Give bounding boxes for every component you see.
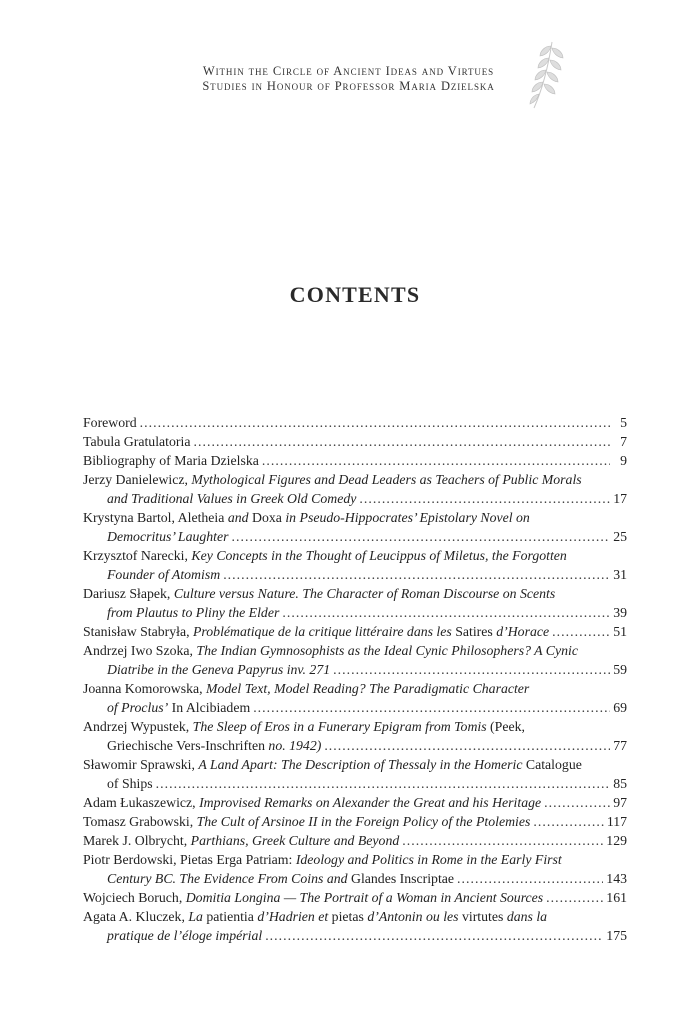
dot-leader — [223, 565, 610, 584]
toc-entry[interactable] — [83, 470, 627, 508]
toc-entry-title — [83, 432, 190, 451]
toc-entry[interactable] — [83, 793, 627, 812]
page-number: 175 — [606, 928, 627, 943]
toc-entry-title — [107, 774, 153, 793]
toc-entry-line — [83, 527, 627, 546]
text: Andrzej Iwo Szoka, — [83, 643, 197, 658]
italic-text: La — [188, 909, 203, 924]
toc-entry-line — [83, 679, 627, 698]
toc-entry-title — [107, 926, 262, 945]
text: Griechische Vers-Inschriften — [107, 738, 269, 753]
page-number: 85 — [613, 776, 627, 791]
italic-text: d’Hadrien et — [257, 909, 329, 924]
toc-entry-title — [83, 679, 529, 698]
toc-entry[interactable] — [83, 755, 627, 793]
dot-leader — [533, 812, 603, 831]
toc-entry-title — [83, 546, 567, 565]
italic-text: The Sleep of Eros in a Funerary Epigram from Tomis — [192, 719, 487, 734]
toc-entry-title — [83, 622, 549, 641]
text: pietas — [328, 909, 368, 924]
text: Foreword — [83, 415, 137, 430]
toc-entry-line — [83, 850, 627, 869]
toc-entry-line — [83, 470, 627, 489]
toc-entry-line — [83, 451, 627, 470]
toc-entry-line — [83, 660, 627, 679]
italic-text: Ideology and Politics in Rome in the Early First — [295, 852, 562, 867]
toc-entry-line — [83, 774, 627, 793]
text: Dariusz Słapek, — [83, 586, 174, 601]
dot-leader — [544, 793, 610, 812]
toc-entry-title — [83, 717, 525, 736]
text: Glandes Inscriptae — [347, 871, 455, 886]
toc-entry[interactable] — [83, 812, 627, 831]
toc-entry-title — [83, 755, 582, 774]
text: Agata A. Kluczek, — [83, 909, 189, 924]
dot-leader — [265, 926, 603, 945]
toc-entry-title — [83, 451, 259, 470]
toc-entry-title — [83, 413, 137, 432]
toc-entry-line — [83, 546, 627, 565]
toc-entry[interactable] — [83, 622, 627, 641]
italic-text: Parthians, Greek Culture and Beyond — [190, 833, 400, 848]
italic-text: d’Antonin ou les — [367, 909, 459, 924]
toc-entry-line — [83, 907, 627, 926]
toc-entry-line — [83, 508, 627, 527]
toc-entry-title — [107, 603, 279, 622]
toc-entry-line — [83, 584, 627, 603]
dot-leader — [359, 489, 610, 508]
italic-text: Democritus’ Laughter — [107, 529, 229, 544]
toc-entry-line — [83, 489, 627, 508]
toc-entry-line — [83, 603, 627, 622]
dot-leader — [546, 888, 603, 907]
toc-entry-line — [83, 888, 627, 907]
toc-entry[interactable] — [83, 717, 627, 755]
dot-leader — [402, 831, 603, 850]
page-number: 69 — [613, 700, 627, 715]
toc-entry-line — [83, 565, 627, 584]
text: Adam Łukaszewicz, — [83, 795, 200, 810]
dot-leader — [193, 432, 610, 451]
toc-entry-title — [107, 736, 321, 755]
toc-entry-line — [83, 926, 627, 945]
italic-text: no. 1942) — [268, 738, 322, 753]
italic-text: Key Concepts in the Thought of Leucippus of Miletus, the Forgotten — [191, 548, 567, 563]
text: Satires — [451, 624, 497, 639]
text: Joanna Komorowska, — [83, 681, 206, 696]
toc-entry-line — [83, 831, 627, 850]
text: Catalogue — [522, 757, 582, 772]
italic-text: of Proclus’ — [107, 700, 169, 715]
italic-text: from Plautus to Pliny the Elder — [107, 605, 280, 620]
running-head-title: Within the Circle of Ancient Ideas and Virtues — [202, 64, 495, 78]
page-number: 117 — [606, 814, 627, 829]
italic-text: pratique de l’éloge impérial — [107, 928, 263, 943]
toc-entry-title — [83, 508, 530, 527]
toc-entry-title — [107, 869, 454, 888]
text: Stanisław Stabryła, — [83, 624, 193, 639]
italic-text: and Traditional Values in Greek Old Comedy — [107, 491, 357, 506]
dot-leader — [156, 774, 610, 793]
italic-text: Diatribe in the Geneva Papyrus inv. 271 — [107, 662, 331, 677]
toc-entry-title — [83, 812, 530, 831]
dot-leader — [552, 622, 610, 641]
toc-entry-line — [83, 736, 627, 755]
toc-entry-line — [83, 413, 627, 432]
italic-text: Model Text, Model Reading? The Paradigmatic Character — [206, 681, 530, 696]
text: Piotr Berdowski, Pietas Erga Patriam: — [83, 852, 296, 867]
laurel-branch-icon — [528, 38, 566, 110]
toc-entry-line — [83, 755, 627, 774]
toc-entry-title — [107, 489, 356, 508]
page-number: 161 — [606, 890, 627, 905]
italic-text: d’Horace — [496, 624, 550, 639]
italic-text: Mythological Figures and Dead Leaders as Teachers of Public Morals — [191, 472, 582, 487]
text: Jerzy Danielewicz, — [83, 472, 192, 487]
italic-text: The Cult of Arsinoe II in the Foreign Policy of the Ptolemies — [196, 814, 531, 829]
page-number: 97 — [613, 795, 627, 810]
toc-entry-line — [83, 869, 627, 888]
dot-leader — [262, 451, 610, 470]
text: patientia — [202, 909, 258, 924]
toc-entry-line — [83, 717, 627, 736]
toc-entry-line — [83, 432, 627, 451]
toc-entry-title — [83, 831, 399, 850]
dot-leader — [282, 603, 610, 622]
italic-text: The Indian Gymnosophists as the Ideal Cynic Philosophers? A Cynic — [196, 643, 578, 658]
page-number: 5 — [620, 415, 627, 430]
dot-leader — [457, 869, 603, 888]
toc-entry[interactable] — [83, 413, 627, 432]
toc-entry[interactable] — [83, 679, 627, 717]
italic-text: Century BC. The Evidence From Coins and — [107, 871, 348, 886]
toc-entry[interactable] — [83, 907, 627, 945]
text: Krzysztof Narecki, — [83, 548, 192, 563]
toc-entry[interactable] — [83, 831, 627, 850]
toc-entry[interactable] — [83, 584, 627, 622]
text: Doxa — [248, 510, 286, 525]
page-number: 17 — [613, 491, 627, 506]
page-number: 25 — [613, 529, 627, 544]
page-number: 77 — [613, 738, 627, 753]
italic-text: dans la — [506, 909, 548, 924]
toc-entry-line — [83, 641, 627, 660]
italic-text: Problématique de la critique littéraire dans les — [192, 624, 452, 639]
toc-entry-title — [83, 470, 582, 489]
toc-entry-title — [83, 850, 562, 869]
toc-entry[interactable] — [83, 508, 627, 546]
page-number: 51 — [613, 624, 627, 639]
text: Sławomir Sprawski, — [83, 757, 199, 772]
italic-text: Improvised Remarks on Alexander the Great and his Heritage — [199, 795, 542, 810]
dot-leader — [333, 660, 610, 679]
text: Krystyna Bartol, Aletheia — [83, 510, 228, 525]
page-number: 31 — [613, 567, 627, 582]
page-number: 129 — [606, 833, 627, 848]
italic-text: and — [227, 510, 249, 525]
toc-entry-title — [83, 584, 555, 603]
toc-entry-title — [83, 793, 541, 812]
dot-leader — [324, 736, 610, 755]
toc-entry-title — [83, 888, 543, 907]
dot-leader — [231, 527, 610, 546]
text: virtutes — [458, 909, 507, 924]
toc-entry[interactable] — [83, 432, 627, 451]
table-of-contents — [83, 413, 627, 945]
italic-text: Domitia Longina — The Portrait of a Woman in Ancient Sources — [185, 890, 544, 905]
italic-text: in Pseudo-Hippocrates’ Epistolary Novel on — [285, 510, 530, 525]
toc-entry-title — [83, 641, 578, 660]
italic-text: Founder of Atomism — [107, 567, 221, 582]
contents-heading: CONTENTS — [289, 282, 421, 307]
toc-entry-line — [83, 622, 627, 641]
dot-leader — [253, 698, 610, 717]
page-number: 143 — [606, 871, 627, 886]
text: Tabula Gratulatoria — [83, 434, 191, 449]
text: In Alcibiadem — [168, 700, 251, 715]
italic-text: A Land Apart: The Description of Thessaly in the Homeric — [198, 757, 523, 772]
toc-entry-line — [83, 812, 627, 831]
text: (Peek, — [486, 719, 525, 734]
toc-entry-title — [107, 527, 228, 546]
text: of Ships — [107, 776, 153, 791]
dot-leader — [140, 413, 610, 432]
toc-entry-title — [83, 907, 547, 926]
text: Marek J. Olbrycht, — [83, 833, 191, 848]
page-number: 59 — [613, 662, 627, 677]
toc-entry-title — [107, 660, 330, 679]
toc-entry[interactable] — [83, 546, 627, 584]
page-number: 7 — [620, 434, 627, 449]
italic-text: Culture versus Nature. The Character of Roman Discourse on Scents — [173, 586, 556, 601]
text: Bibliography of Maria Dzielska — [83, 453, 259, 468]
running-head — [0, 64, 697, 94]
toc-entry-line — [83, 698, 627, 717]
toc-entry-title — [107, 698, 250, 717]
toc-entry-title — [107, 565, 220, 584]
toc-entry[interactable] — [83, 850, 627, 888]
text: Wojciech Boruch, — [83, 890, 186, 905]
toc-entry[interactable] — [83, 888, 627, 907]
text: Andrzej Wypustek, — [83, 719, 193, 734]
toc-entry-line — [83, 793, 627, 812]
toc-entry[interactable] — [83, 641, 627, 679]
toc-entry[interactable] — [83, 451, 627, 470]
running-head-subtitle: Studies in Honour of Professor Maria Dzielska — [202, 79, 495, 93]
text: Tomasz Grabowski, — [83, 814, 197, 829]
page-number: 9 — [620, 453, 627, 468]
page-number: 39 — [613, 605, 627, 620]
